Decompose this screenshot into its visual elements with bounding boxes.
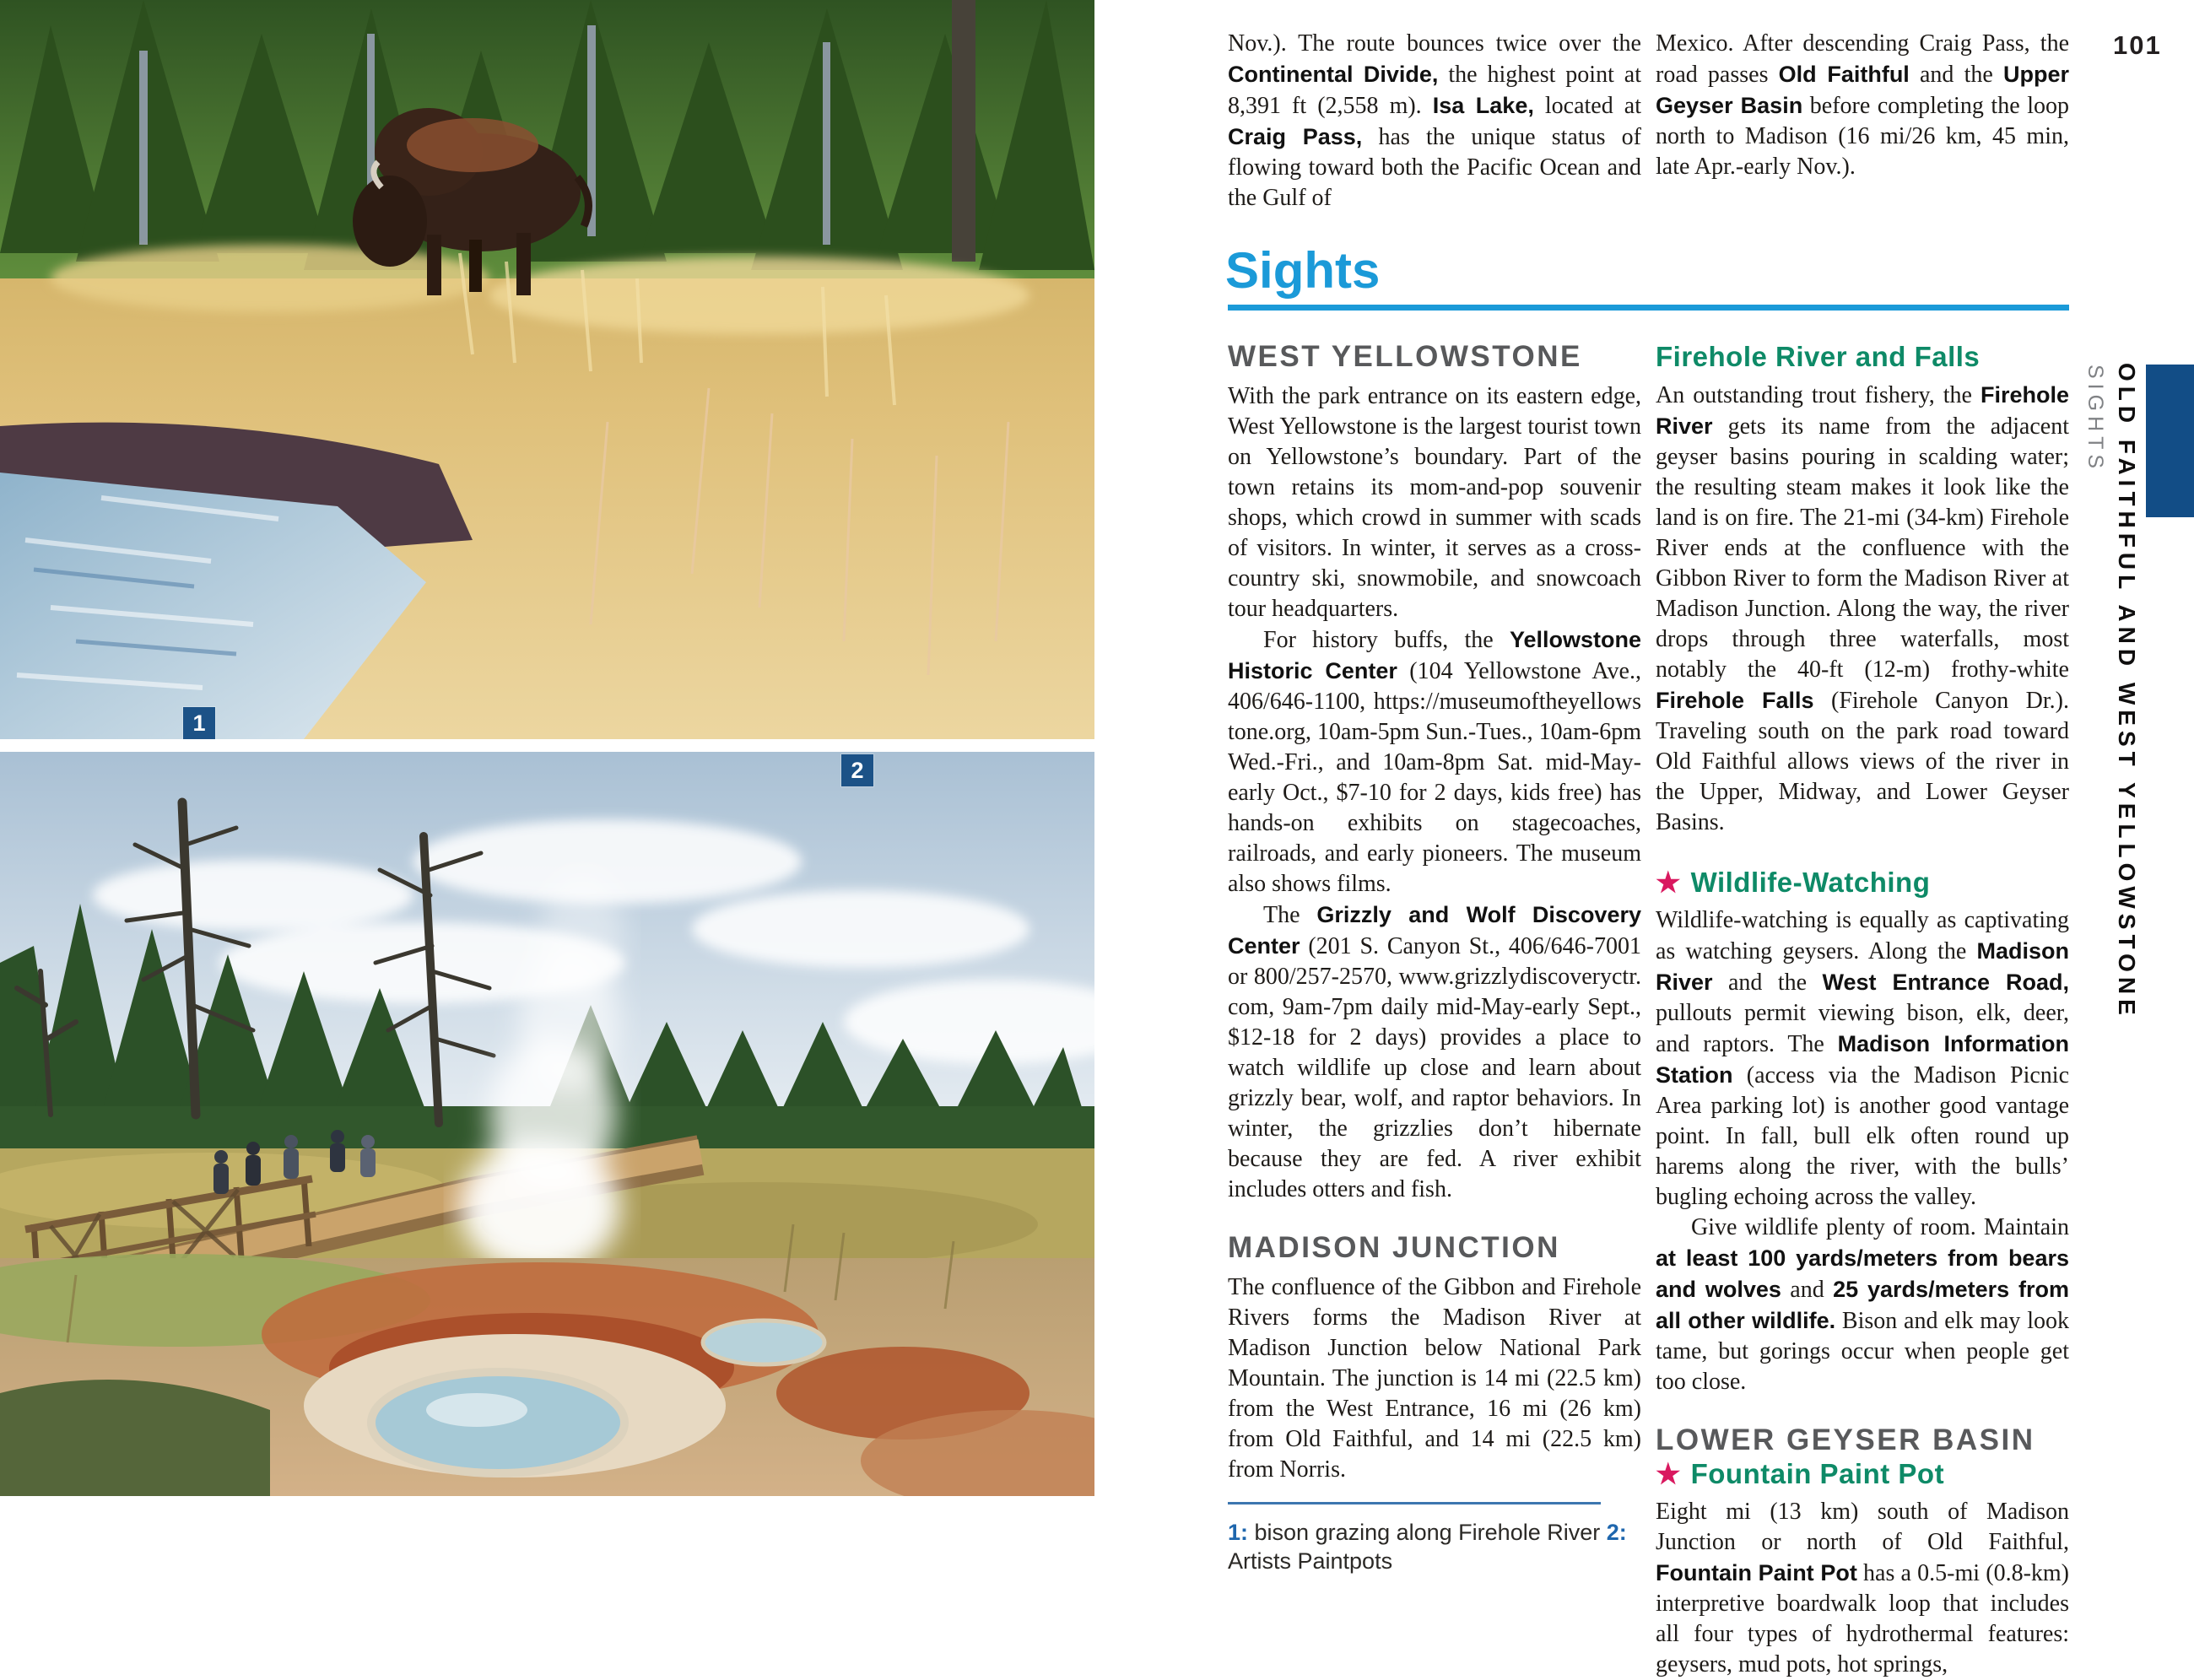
paragraph: With the park entrance on its eastern edge, West Yellowstone is the largest tourist town on Yellowstone’s boundary. Part of the town retains its mom-and-pop souvenir shops, which crowd in summer with scads of visitors. In winter, it serves as a cross-country ski, snowmobile, and snowcoach tour headquarters. [1228,383,1641,622]
heading-madison-junction: MADISON JUNCTION [1228,1231,1560,1264]
bison-photo-illustration [0,0,1094,739]
sights-title-rule [1228,305,2069,311]
star-icon: ★ [1656,867,1681,898]
sidebar-section-label: SIGHTS [2083,365,2107,474]
star-icon: ★ [1656,1458,1681,1489]
photo-caption: 1: bison grazing along Firehole River 2: Artists Paintpots [1228,1520,1627,1574]
continuation-column-2: Mexico. After descending Craig Pass, the road passes Old Faithful and the Upper Geyser Basin before completing the loop north to Madison (16 mi/26 km, 45 min, late Apr.-early Nov.). [1656,30,2069,180]
heading-wildlife-watching: ★ Wildlife-Watching [1656,867,1931,898]
paragraph: Give wildlife plenty of room. Maintain at least 100 yards/meters from bears and wolves and 25 yards/meters from all other wildlife. Bison and elk may look tame, but gorings occur when people get too close. [1656,1214,2069,1395]
sights-column-left [1228,341,1641,1680]
paragraph: The Grizzly and Wolf Discovery Center (201 S. Canyon St., 406/646-7001 or 800/257-2570, www.grizzlydiscoveryctr.com, 9am-7pm daily mid-May-early Sept., $12-18 for 2 days) provides a place to watch wildlife up close and learn about grizzly bear, wolf, and raptor behaviors. In winter, the grizzlies don’t hibernate because they are fed. A river exhibit includes otters and fish. [1228,902,1641,1202]
photo-marker-1: 1 [183,707,215,739]
madison-junction-paragraphs [1228,1272,1641,1485]
wildlife-watching-paragraphs [1656,905,2069,1397]
photo-marker-2: 2 [841,754,873,786]
fountain-paint-pot-paragraphs [1656,1497,2069,1680]
heading-lower-geyser-basin: LOWER GEYSER BASIN [1656,1423,2035,1456]
sidebar-chapter-tab [2146,365,2194,517]
firehole-paragraphs [1656,380,2069,838]
heading-west-yellowstone: WEST YELLOWSTONE [1228,340,1582,373]
paragraph: Eight mi (13 km) south of Madison Junction or north of Old Faithful, Fountain Paint Pot has a 0.5-mi (0.8-km) interpretive boardwalk loop that includes all four types of hydrothermal features: geysers, mud pots, hot springs, [1656,1499,2069,1677]
heading-firehole-river-and-falls: Firehole River and Falls [1656,341,1981,372]
continuation-text [1228,29,2069,213]
paragraph: Wildlife-watching is equally as captivating as watching geysers. Along the Madison River and the West Entrance Road, pullouts permit viewing bison, elk, deer, and raptors. The Madison Information Station (access via the Madison Picnic Area parking lot) is another good vantage point. In fall, bull elk often round up harems along the river, with the bulls’ bugling echoing across the valley. [1656,907,2069,1210]
paintpots-photo-illustration [0,752,1094,1496]
continuation-column-1: Nov.). The route bounces twice over the Continental Divide, the highest point at 8,391 ft (2,558 m). Isa Lake, located at Craig Pass, has the unique status of flowing toward both the Pacific Ocean and the Gulf of [1228,30,1642,211]
paragraph: For history buffs, the Yellowstone Historic Center (104 Yellowstone Ave., 406/646-1100, https://museumoftheyellowstone.org, 10am-5pm Sun.-Tues., 10am-6pm Wed.-Fri., and 10am-8pm Sat. mid-May-early Oct., $7-10 for 2 days, kids free) has hands-on exhibits on stagecoaches, railroads, and early pioneers. The museum also shows films. [1228,627,1641,897]
photo-bison-firehole-river [0,0,1094,739]
photo-artists-paintpots [0,752,1094,1496]
sidebar-chapter-label: OLD FAITHFUL AND WEST YELLOWSTONE [2114,363,2140,1020]
west-yellowstone-paragraphs [1228,381,1641,1205]
paragraph: The confluence of the Gibbon and Firehole Rivers forms the Madison River at Madison Junction below National Park Mountain. The junction is 14 mi (22.5 km) from the West Entrance, 16 mi (26 km) from Old Faithful, and 14 mi (22.5 km) from Norris. [1228,1274,1641,1483]
sights-section-title: Sights [1225,242,1381,299]
caption-rule [1228,1502,1601,1504]
page-number: 101 [2113,30,2162,60]
heading-fountain-paint-pot: ★ Fountain Paint Pot [1656,1458,1945,1489]
sights-column-right [1656,341,2069,1680]
photo-caption-block [1228,1502,1641,1575]
sights-columns [1228,341,2069,1680]
paragraph: An outstanding trout fishery, the Firehole River gets its name from the adjacent geyser basins pouring in scalding water; the resulting steam makes it look like the land is on fire. The 21-mi (34-km) Firehole River ends at the confluence with the Gibbon River to form the Madison River at Madison Junction. Along the way, the river drops through three waterfalls, most notably the 40-ft (12-m) frothy-white Firehole Falls (Firehole Canyon Dr.). Traveling south on the park road toward Old Faithful allows views of the river in the Upper, Midway, and Lower Geyser Basins. [1656,382,2069,835]
